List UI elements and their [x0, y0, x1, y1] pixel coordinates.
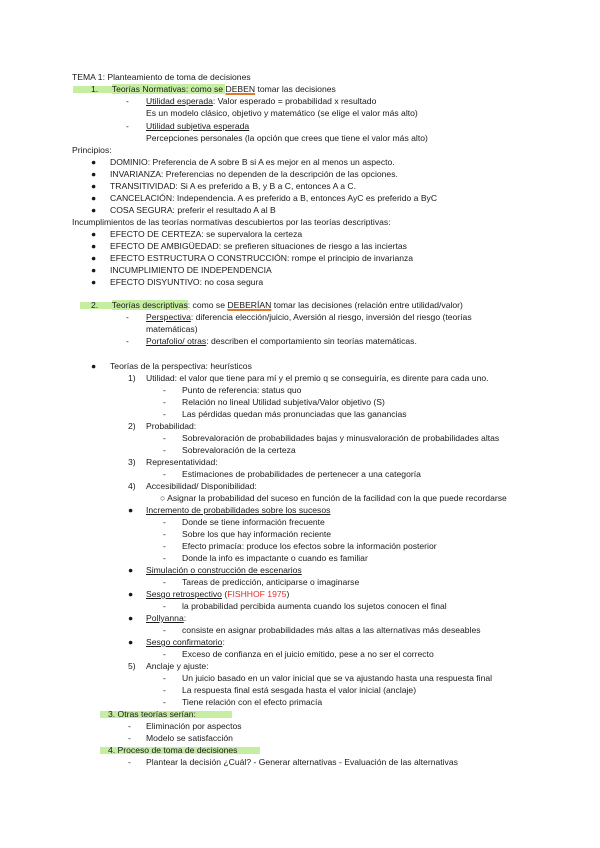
section-number: 1. — [91, 84, 99, 94]
heuristic-item: Pollyanna: — [146, 613, 187, 623]
section-number: 2. — [91, 300, 99, 310]
dash-marker: - — [163, 433, 166, 443]
list-item: EFECTO DE CERTEZA: se supervalora la certeza — [110, 229, 303, 239]
dash-marker: - — [163, 409, 166, 419]
dash-marker: - — [163, 697, 166, 707]
bullet-marker: ● — [91, 253, 97, 263]
dash-marker: - — [126, 312, 129, 322]
emphasis-word: DEBERÍAN — [227, 300, 272, 310]
dash-marker: - — [163, 673, 166, 683]
sub-item: Tiene relación con el efecto primacía — [182, 697, 323, 707]
sub-item: Estimaciones de probabilidades de pertenecer a una categoría — [182, 469, 421, 479]
dash-marker: - — [126, 96, 129, 106]
sub-item: Un juicio basado en un valor inicial que se va ajustando hasta una respuesta final — [182, 673, 493, 683]
sub-item-cont: matemáticas) — [146, 324, 198, 334]
dash-marker: - — [163, 385, 166, 395]
citation: FISHHOF 1975 — [227, 589, 287, 599]
list-item: EFECTO DE AMBIGÜEDAD: se prefieren situaciones de riesgo a las inciertas — [110, 241, 407, 251]
incumplimientos-title: Incumplimientos de las teorías normativas descubiertos por las teorías descriptivas: — [72, 217, 391, 227]
list-item: INVARIANZA: Preferencias no dependen de la descripción de las opciones. — [110, 169, 398, 179]
dash-marker: - — [126, 121, 129, 131]
dash-marker: - — [126, 336, 129, 346]
bullet-marker: ● — [128, 613, 134, 623]
heuristic-item: Incremento de probabilidades sobre los sucesos — [146, 505, 331, 515]
bullet-marker: ● — [91, 157, 97, 167]
list-item: CANCELACIÓN: Independencia. A es preferido a B, entonces AyC es preferido a ByC — [110, 193, 438, 203]
sub-item: Donde se tiene información frecuente — [182, 517, 325, 527]
bullet-marker: ● — [91, 361, 97, 371]
list-item: DOMINIO: Preferencia de A sobre B si A es mejor en al menos un aspecto. — [110, 157, 395, 167]
bullet-marker: ● — [91, 229, 97, 239]
sub-item: Utilidad subjetiva esperada — [146, 121, 250, 131]
heuristic-item: Simulación o construcción de escenarios — [146, 565, 302, 575]
sub-item: Sobrevaloración de probabilidades bajas y minusvaloración de probabilidades altas — [182, 433, 500, 443]
sub-item: Sobre los que hay información reciente — [182, 529, 332, 539]
sub-item: Relación no lineal Utilidad subjetiva/Valor objetivo (S) — [182, 397, 385, 407]
dash-marker: - — [163, 517, 166, 527]
sub-item: Efecto primacía: produce los efectos sobre la información posterior — [182, 541, 437, 551]
section-2-heading: 2. Teorías descriptivas: como se DEBERÍAN tomar las decisiones (relación entre utilidad/valor) — [91, 300, 463, 310]
list-item: TRANSITIVIDAD: Si A es preferido a B, y B a C, entonces A a C. — [110, 181, 356, 191]
list-item: EFECTO DISYUNTIVO: no cosa segura — [110, 277, 264, 287]
bullet-marker: ● — [128, 505, 134, 515]
list-number: 2) — [128, 421, 136, 431]
heuristic-item: Utilidad: el valor que tiene para mí y el premio q se conseguiría, es dirente para cada uno. — [146, 373, 489, 383]
emphasis-word: DEBEN — [225, 84, 256, 94]
sub-item: Perspectiva: diferencia elección/juicio, Aversión al riesgo, inversión del riesgo (teorías — [146, 312, 472, 322]
heuristicos-title: Teorías de la perspectiva: heurísticos — [110, 361, 252, 371]
sub-item: Sobrevaloración de la certeza — [182, 445, 296, 455]
sub-item: La respuesta final está sesgada hasta el valor inicial (anclaje) — [182, 685, 417, 695]
bullet-marker: ● — [128, 589, 134, 599]
dash-marker: - — [128, 733, 131, 743]
bullet-marker: ● — [91, 193, 97, 203]
dash-marker: - — [163, 469, 166, 479]
dash-marker: - — [163, 397, 166, 407]
dash-marker: - — [128, 721, 131, 731]
section-1-heading: 1. Teorías Normativas: como se DEBEN tomar las decisiones — [91, 84, 336, 94]
bullet-marker: ● — [91, 265, 97, 275]
heuristic-item: Sesgo confirmatorio: — [146, 637, 225, 647]
heuristic-item: Representatividad: — [146, 457, 218, 467]
dash-marker: - — [163, 529, 166, 539]
heuristic-item: Probabilidad: — [146, 421, 197, 431]
dash-marker: - — [163, 625, 166, 635]
sub-item: la probabilidad percibida aumenta cuando los sujetos conocen el final — [182, 601, 447, 611]
list-item: COSA SEGURA: preferir el resultado A al B — [110, 205, 276, 215]
sub-item: Plantear la decisión ¿Cuál? - Generar alternativas - Evaluación de las alternativas — [146, 757, 458, 767]
sub-item-cont: Es un modelo clásico, objetivo y matemático (se elige el valor más alto) — [146, 108, 418, 118]
dash-marker: - — [128, 757, 131, 767]
section-4-heading: 4. Proceso de toma de decisiones — [108, 745, 238, 755]
principios-title: Principios: — [72, 145, 112, 155]
list-number: 1) — [128, 373, 136, 383]
dash-marker: - — [163, 553, 166, 563]
doc-title: TEMA 1: Planteamiento de toma de decisiones — [72, 72, 251, 82]
list-number: 3) — [128, 457, 136, 467]
sub-item: ○ Asignar la probabilidad del suceso en función de la facilidad con la que puede recordarse — [160, 493, 507, 503]
dash-marker: - — [163, 601, 166, 611]
sub-item: Exceso de confianza en el juicio emitido, pese a no ser el correcto — [182, 649, 434, 659]
sub-item: Punto de referencia: status quo — [182, 385, 302, 395]
sub-item: Eliminación por aspectos — [146, 721, 242, 731]
section-3-heading: 3. Otras teorías serían: — [108, 709, 196, 719]
dash-marker: - — [163, 445, 166, 455]
bullet-marker: ● — [91, 169, 97, 179]
bullet-marker: ● — [128, 637, 134, 647]
bullet-marker: ● — [91, 241, 97, 251]
heuristic-item: Sesgo retrospectivo (FISHHOF 1975) — [146, 589, 290, 599]
sub-item: Tareas de predicción, anticiparse o imaginarse — [182, 577, 360, 587]
sub-item: Portafolio/ otras: describen el comportamiento sin teorías matemáticas. — [146, 336, 417, 346]
heuristic-item: Accesibilidad/ Disponibilidad: — [146, 481, 257, 491]
bullet-marker: ● — [91, 181, 97, 191]
sub-item: Donde la info es impactante o cuando es familiar — [182, 553, 368, 563]
sub-item: Las pérdidas quedan más pronunciadas que las ganancias — [182, 409, 407, 419]
section-title: Teorías descriptivas — [111, 300, 188, 310]
bullet-marker: ● — [91, 277, 97, 287]
dash-marker: - — [163, 577, 166, 587]
bullet-marker: ● — [91, 205, 97, 215]
bullet-marker: ● — [128, 565, 134, 575]
dash-marker: - — [163, 685, 166, 695]
list-item: INCUMPLIMIENTO DE INDEPENDENCIA — [110, 265, 272, 275]
sub-item: Modelo se satisfacción — [146, 733, 233, 743]
dash-marker: - — [163, 649, 166, 659]
dash-marker: - — [163, 541, 166, 551]
list-item: EFECTO ESTRUCTURA O CONSTRUCCIÓN: rompe el principio de invarianza — [110, 253, 414, 263]
sub-item-cont: Percepciones personales (la opción que crees que tiene el valor más alto) — [146, 133, 428, 143]
sub-item: Utilidad esperada: Valor esperado = probabilidad x resultado — [146, 96, 377, 106]
heuristic-item: Anclaje y ajuste: — [146, 661, 209, 671]
section-title: Teorías Normativas — [111, 84, 186, 94]
list-number: 4) — [128, 481, 136, 491]
list-number: 5) — [128, 661, 136, 671]
sub-item: consiste en asignar probabilidades más altas a las alternativas más deseables — [182, 625, 481, 635]
